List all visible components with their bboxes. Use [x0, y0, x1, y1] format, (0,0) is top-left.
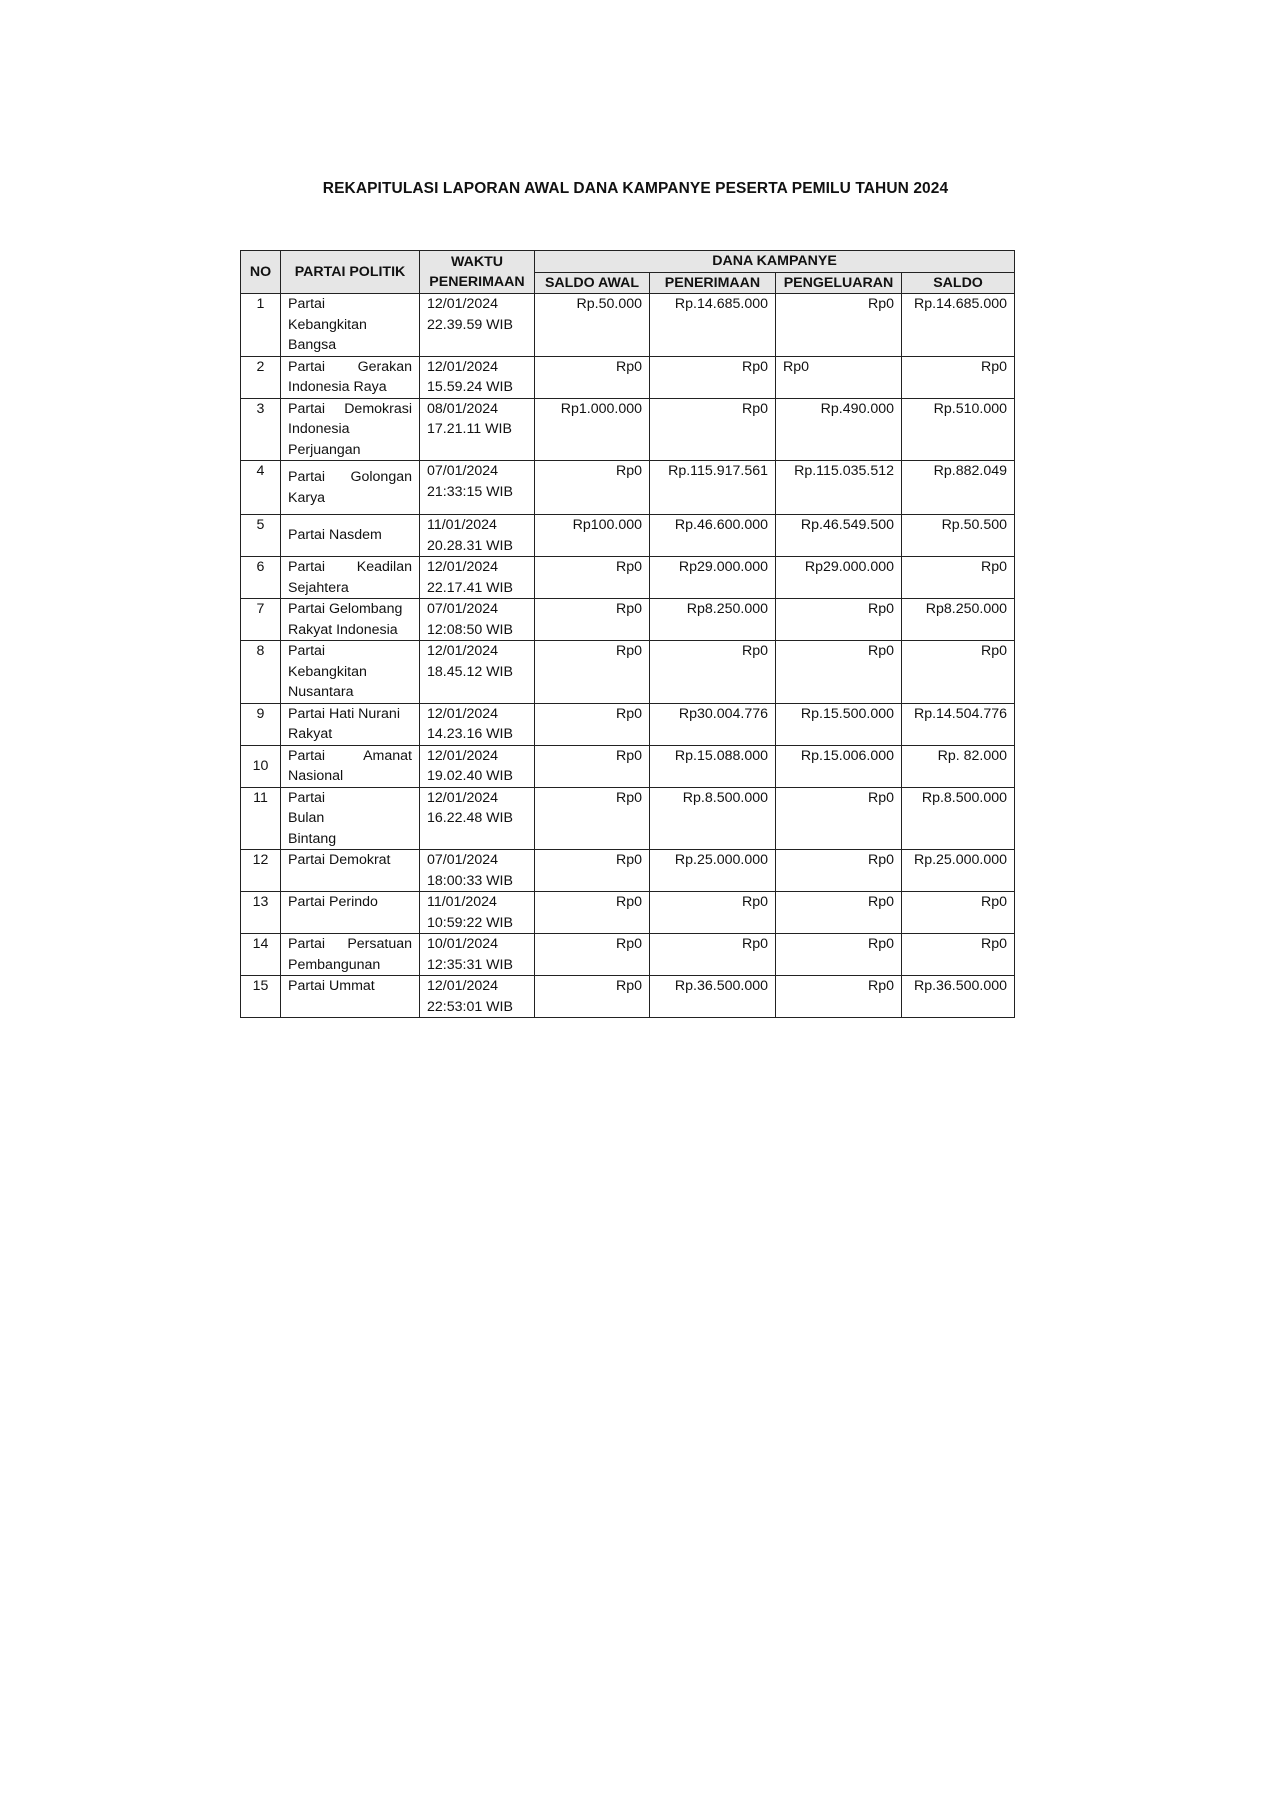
- cell-saldo-awal: Rp0: [535, 892, 650, 934]
- cell-penerimaan: Rp.8.500.000: [650, 787, 776, 850]
- cell-penerimaan: Rp29.000.000: [650, 557, 776, 599]
- cell-saldo: Rp8.250.000: [902, 599, 1015, 641]
- cell-no: 7: [241, 599, 281, 641]
- cell-no: 15: [241, 976, 281, 1018]
- cell-tanggal: 12/01/2024: [427, 559, 499, 575]
- table-row: [241, 850, 1015, 892]
- cell-saldo: Rp0: [902, 934, 1015, 976]
- header-dana-kampanye: DANA KAMPANYE: [535, 251, 1015, 273]
- cell-pengeluaran: Rp29.000.000: [776, 557, 902, 599]
- cell-tanggal: 12/01/2024: [427, 747, 499, 764]
- cell-saldo-awal: Rp0: [535, 787, 650, 850]
- cell-waktu: [420, 294, 535, 357]
- cell-waktu: [420, 892, 535, 934]
- cell-saldo-awal: Rp0: [535, 461, 650, 515]
- cell-saldo-awal: Rp0: [535, 641, 650, 704]
- cell-waktu: [420, 557, 535, 599]
- cell-penerimaan: Rp.14.685.000: [650, 294, 776, 357]
- cell-saldo-awal: Rp0: [535, 557, 650, 599]
- cell-no: 1: [241, 294, 281, 357]
- cell-saldo: Rp.25.000.000: [902, 850, 1015, 892]
- cell-partai: Partai Keadilan Sejahtera: [281, 557, 420, 599]
- cell-no: 12: [241, 850, 281, 892]
- cell-no: 5: [241, 515, 281, 557]
- table-row: [241, 557, 1015, 599]
- cell-waktu: [420, 976, 535, 1018]
- cell-tanggal: 11/01/2024: [427, 517, 497, 533]
- cell-pengeluaran: Rp.115.035.512: [776, 461, 902, 515]
- cell-waktu: [420, 703, 535, 745]
- cell-tanggal: 10/01/2024: [427, 936, 499, 952]
- cell-saldo-awal: Rp0: [535, 599, 650, 641]
- cell-no: 13: [241, 892, 281, 934]
- cell-waktu: [420, 850, 535, 892]
- cell-jam: 22.39.59 WIB: [427, 316, 513, 333]
- cell-penerimaan: Rp0: [650, 641, 776, 704]
- table-row: [241, 515, 1015, 557]
- table-row: [241, 356, 1015, 398]
- cell-waktu: [420, 515, 535, 557]
- cell-tanggal: 07/01/2024: [427, 852, 499, 868]
- cell-jam: 16.22.48 WIB: [427, 810, 513, 826]
- cell-saldo-awal: Rp0: [535, 976, 650, 1018]
- cell-jam: 22:53:01 WIB: [427, 998, 513, 1015]
- cell-pengeluaran: Rp0: [776, 356, 902, 398]
- cell-partai: Partai Demokrasi Indonesia Perjuangan: [281, 398, 420, 461]
- table-row: [241, 398, 1015, 461]
- cell-tanggal: 12/01/2024: [427, 978, 499, 994]
- cell-partai: Partai Perindo: [281, 892, 420, 934]
- cell-saldo-awal: Rp0: [535, 703, 650, 745]
- cell-pengeluaran: Rp0: [776, 892, 902, 934]
- cell-penerimaan: Rp0: [650, 892, 776, 934]
- cell-saldo: Rp0: [902, 892, 1015, 934]
- cell-saldo-awal: Rp.50.000: [535, 294, 650, 357]
- cell-saldo: Rp.50.500: [902, 515, 1015, 557]
- header-saldo-awal: SALDO AWAL: [535, 272, 650, 294]
- cell-waktu: [420, 356, 535, 398]
- table-row: [241, 892, 1015, 934]
- cell-saldo-awal: Rp1.000.000: [535, 398, 650, 461]
- cell-saldo-awal: Rp0: [535, 850, 650, 892]
- cell-waktu: [420, 745, 535, 787]
- party-name: Partai Bulan Bintang: [288, 789, 337, 847]
- cell-jam: 18:00:33 WIB: [427, 872, 513, 889]
- cell-no: 8: [241, 641, 281, 704]
- table-row: [241, 745, 1015, 787]
- header-waktu-penerimaan: [420, 251, 535, 294]
- cell-saldo: Rp.8.500.000: [902, 787, 1015, 850]
- header-no: NO: [241, 251, 281, 294]
- cell-partai: Partai Hati Nurani Rakyat: [281, 703, 420, 745]
- cell-tanggal: 08/01/2024: [427, 400, 499, 417]
- cell-pengeluaran: Rp.15.006.000: [776, 745, 902, 787]
- cell-no: 4: [241, 461, 281, 515]
- cell-jam: 10:59:22 WIB: [427, 914, 513, 931]
- header-partai-politik: PARTAI POLITIK: [281, 251, 420, 294]
- cell-penerimaan: Rp0: [650, 398, 776, 461]
- cell-partai: [281, 294, 420, 357]
- cell-penerimaan: Rp0: [650, 356, 776, 398]
- cell-pengeluaran: Rp.490.000: [776, 398, 902, 461]
- cell-waktu: [420, 641, 535, 704]
- cell-waktu: [420, 934, 535, 976]
- table-row: [241, 599, 1015, 641]
- cell-penerimaan: Rp.36.500.000: [650, 976, 776, 1018]
- cell-pengeluaran: Rp0: [776, 934, 902, 976]
- table-row: [241, 461, 1015, 515]
- header-waktu-line1: WAKTU: [450, 253, 503, 270]
- cell-penerimaan: Rp0: [650, 934, 776, 976]
- header-saldo: SALDO: [902, 272, 1015, 294]
- cell-saldo: Rp.510.000: [902, 398, 1015, 461]
- cell-waktu: [420, 599, 535, 641]
- campaign-fund-table: [240, 250, 1015, 1018]
- cell-saldo: Rp.14.685.000: [902, 294, 1015, 357]
- cell-tanggal: 12/01/2024: [427, 358, 499, 375]
- cell-pengeluaran: Rp.15.500.000: [776, 703, 902, 745]
- cell-penerimaan: Rp.115.917.561: [650, 461, 776, 515]
- cell-jam: 15.59.24 WIB: [427, 379, 513, 395]
- cell-pengeluaran: Rp0: [776, 294, 902, 357]
- cell-tanggal: 12/01/2024: [427, 296, 499, 312]
- cell-saldo-awal: Rp0: [535, 745, 650, 787]
- cell-tanggal: 12/01/2024: [427, 705, 499, 722]
- cell-partai: Partai Persatuan Pembangunan: [281, 934, 420, 976]
- cell-pengeluaran: Rp0: [776, 599, 902, 641]
- cell-jam: 12:08:50 WIB: [427, 621, 513, 638]
- cell-saldo: Rp0: [902, 557, 1015, 599]
- cell-saldo: Rp0: [902, 641, 1015, 704]
- table-row: [241, 294, 1015, 357]
- cell-jam: 19.02.40 WIB: [427, 768, 513, 784]
- cell-partai: Partai Golongan Karya: [281, 461, 420, 515]
- header-pengeluaran: PENGELUARAN: [776, 272, 902, 294]
- cell-saldo: Rp0: [902, 356, 1015, 398]
- cell-pengeluaran: Rp.46.549.500: [776, 515, 902, 557]
- cell-saldo: Rp. 82.000: [902, 745, 1015, 787]
- cell-penerimaan: Rp.25.000.000: [650, 850, 776, 892]
- cell-no: 9: [241, 703, 281, 745]
- cell-jam: 22.17.41 WIB: [427, 579, 513, 596]
- cell-partai: Partai Demokrat: [281, 850, 420, 892]
- cell-pengeluaran: Rp0: [776, 641, 902, 704]
- cell-tanggal: 12/01/2024: [427, 643, 499, 659]
- cell-penerimaan: Rp30.004.776: [650, 703, 776, 745]
- cell-no: 10: [241, 745, 281, 787]
- cell-no: 14: [241, 934, 281, 976]
- cell-pengeluaran: Rp0: [776, 976, 902, 1018]
- cell-partai: Partai Amanat Nasional: [281, 745, 420, 787]
- cell-partai: Partai Gerakan Indonesia Raya: [281, 356, 420, 398]
- cell-tanggal: 12/01/2024: [427, 789, 499, 806]
- cell-saldo: Rp.36.500.000: [902, 976, 1015, 1018]
- cell-pengeluaran: Rp0: [776, 787, 902, 850]
- cell-waktu: [420, 787, 535, 850]
- cell-pengeluaran: Rp0: [776, 850, 902, 892]
- cell-jam: 12:35:31 WIB: [427, 956, 513, 973]
- cell-waktu: [420, 461, 535, 515]
- cell-saldo: Rp.882.049: [902, 461, 1015, 515]
- cell-saldo-awal: Rp0: [535, 356, 650, 398]
- cell-no: 2: [241, 356, 281, 398]
- cell-jam: 21:33:15 WIB: [427, 483, 513, 500]
- cell-partai: Partai Nasdem: [281, 515, 420, 557]
- document-title: REKAPITULASI LAPORAN AWAL DANA KAMPANYE PESERTA PEMILU TAHUN 2024: [322, 180, 949, 197]
- cell-partai: Partai Gelombang Rakyat Indonesia: [281, 599, 420, 641]
- cell-tanggal: 07/01/2024: [427, 601, 499, 617]
- table-row: [241, 976, 1015, 1018]
- cell-partai: [281, 787, 420, 850]
- cell-partai: Partai Ummat: [281, 976, 420, 1018]
- cell-penerimaan: Rp.15.088.000: [650, 745, 776, 787]
- cell-jam: 20.28.31 WIB: [427, 537, 513, 554]
- cell-jam: 17.21.11 WIB: [427, 421, 512, 437]
- cell-no: 6: [241, 557, 281, 599]
- header-waktu-line2: PENERIMAAN: [429, 274, 525, 290]
- cell-penerimaan: Rp.46.600.000: [650, 515, 776, 557]
- cell-saldo-awal: Rp0: [535, 934, 650, 976]
- cell-tanggal: 11/01/2024: [427, 894, 497, 910]
- header-penerimaan: PENERIMAAN: [650, 272, 776, 294]
- table-row: [241, 703, 1015, 745]
- table-row: [241, 641, 1015, 704]
- cell-waktu: [420, 398, 535, 461]
- party-name: Partai Kebangkitan Nusantara: [288, 643, 367, 700]
- table-row: [241, 787, 1015, 850]
- cell-partai: [281, 641, 420, 704]
- cell-no: 3: [241, 398, 281, 461]
- cell-jam: 18.45.12 WIB: [427, 663, 513, 680]
- party-name: Partai Kebangkitan Bangsa: [288, 296, 367, 353]
- cell-jam: 14.23.16 WIB: [427, 726, 513, 742]
- table-row: [241, 934, 1015, 976]
- cell-saldo: Rp.14.504.776: [902, 703, 1015, 745]
- cell-saldo-awal: Rp100.000: [535, 515, 650, 557]
- cell-no: 11: [241, 787, 281, 850]
- cell-tanggal: 07/01/2024: [427, 463, 499, 479]
- cell-penerimaan: Rp8.250.000: [650, 599, 776, 641]
